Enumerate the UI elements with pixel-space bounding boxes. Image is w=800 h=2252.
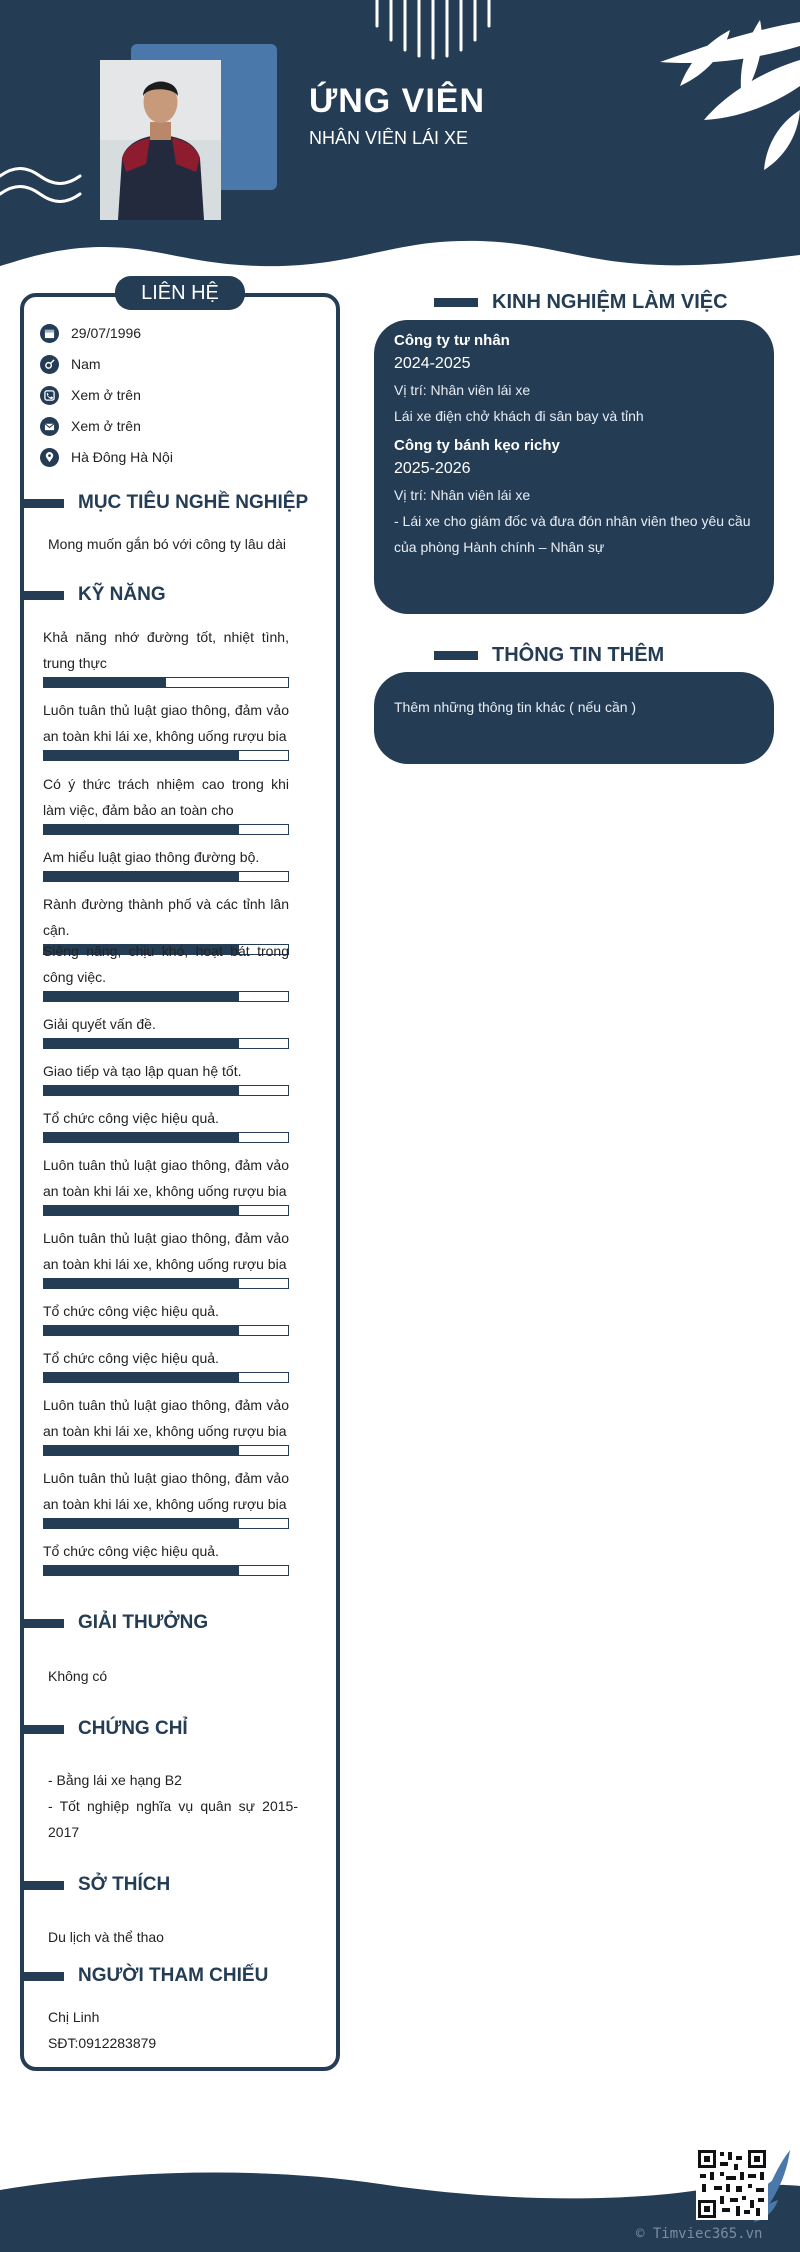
skill-level-fill bbox=[44, 751, 239, 760]
job-title: NHÂN VIÊN LÁI XE bbox=[309, 128, 469, 148]
contact-address-text: Hà Đông Hà Nội bbox=[71, 449, 173, 465]
skill-level-fill bbox=[44, 1133, 239, 1142]
experience-period: 2024-2025 bbox=[394, 355, 471, 372]
additional-text: Thêm những thông tin khác ( nếu cần ) bbox=[394, 699, 637, 715]
gender-icon bbox=[40, 355, 59, 374]
experience-company: Công ty bánh kẹo richy bbox=[394, 437, 560, 454]
skill-name: Rành đường thành phố và các tỉnh lân cận. bbox=[43, 896, 289, 938]
section-bar bbox=[434, 298, 478, 307]
qr-code bbox=[696, 2148, 768, 2220]
hobbies-heading bbox=[20, 1874, 170, 1896]
skill-level-bar bbox=[43, 1518, 289, 1529]
experience-job bbox=[394, 332, 754, 429]
skill-level-fill bbox=[44, 1206, 239, 1215]
section-bar bbox=[20, 499, 64, 508]
email-icon bbox=[40, 417, 59, 436]
avatar bbox=[100, 60, 221, 220]
skill-level-bar bbox=[43, 1325, 289, 1336]
skill-name: Tổ chức công việc hiệu quả. bbox=[43, 1303, 219, 1319]
skill-name: Giải quyết vấn đề. bbox=[43, 1016, 156, 1032]
contact-birthday-text: 29/07/1996 bbox=[71, 325, 142, 341]
contact-email bbox=[40, 414, 141, 438]
skill-level-fill bbox=[44, 1279, 239, 1288]
hobbies-text: Du lịch và thể thao bbox=[48, 1929, 164, 1945]
contact-gender bbox=[40, 352, 101, 376]
skill-item bbox=[43, 1298, 289, 1336]
certificates-title: CHỨNG CHỈ bbox=[78, 1718, 188, 1739]
skill-level-bar bbox=[43, 1565, 289, 1576]
contact-email-text[interactable]: Xem ở trên bbox=[71, 418, 141, 434]
skill-item bbox=[43, 697, 289, 761]
skills-heading bbox=[20, 584, 166, 606]
skill-name: Tổ chức công việc hiệu quả. bbox=[43, 1110, 219, 1126]
certificate-item: - Tốt nghiệp nghĩa vụ quân sự 2015-2017 bbox=[48, 1798, 298, 1840]
phone-icon bbox=[40, 386, 59, 405]
skill-name: Luôn tuân thủ luật giao thông, đảm vảo an toàn khi lái xe, không uống rượu bia bbox=[43, 1397, 289, 1439]
skill-level-fill bbox=[44, 992, 239, 1001]
candidate-name: ỨNG VIÊN bbox=[309, 82, 486, 120]
skill-level-fill bbox=[44, 1326, 239, 1335]
section-bar bbox=[20, 1972, 64, 1981]
experience-period: 2025-2026 bbox=[394, 460, 471, 477]
contact-gender-text: Nam bbox=[71, 356, 101, 372]
location-icon bbox=[40, 448, 59, 467]
experience-line: Vị trí: Nhân viên lái xe bbox=[394, 487, 531, 503]
skill-level-bar bbox=[43, 824, 289, 835]
skill-level-bar bbox=[43, 1278, 289, 1289]
skill-item bbox=[43, 1058, 289, 1096]
additional-title: THÔNG TIN THÊM bbox=[492, 644, 665, 666]
skill-name: Tổ chức công việc hiệu quả. bbox=[43, 1543, 219, 1559]
section-bar bbox=[434, 651, 478, 660]
skill-name: Giao tiếp và tạo lập quan hệ tốt. bbox=[43, 1063, 242, 1079]
skill-name: Luôn tuân thủ luật giao thông, đảm vảo an toàn khi lái xe, không uống rượu bia bbox=[43, 1157, 289, 1199]
contact-address bbox=[40, 445, 173, 469]
certificate-item: - Bằng lái xe hạng B2 bbox=[48, 1772, 182, 1788]
awards-heading bbox=[20, 1612, 208, 1634]
contact-birthday bbox=[40, 321, 141, 345]
skill-level-bar bbox=[43, 1085, 289, 1096]
skills-title: KỸ NĂNG bbox=[78, 584, 166, 605]
skill-level-fill bbox=[44, 1086, 239, 1095]
skill-level-bar bbox=[43, 677, 289, 688]
calendar-icon bbox=[40, 324, 59, 343]
references-list bbox=[48, 2004, 156, 2056]
reference-phone: SĐT:0912283879 bbox=[48, 2035, 157, 2051]
certificates-list bbox=[48, 1767, 298, 1845]
experience-line: Vị trí: Nhân viên lái xe bbox=[394, 382, 531, 398]
objective-title: MỤC TIÊU NGHỀ NGHIỆP bbox=[78, 492, 309, 513]
skill-level-fill bbox=[44, 1566, 239, 1575]
additional-heading bbox=[434, 644, 664, 667]
skill-name: Tổ chức công việc hiệu quả. bbox=[43, 1350, 219, 1366]
hobbies-title: SỞ THÍCH bbox=[78, 1874, 171, 1895]
skill-level-bar bbox=[43, 1205, 289, 1216]
awards-title: GIẢI THƯỞNG bbox=[78, 1612, 209, 1633]
contact-phone bbox=[40, 383, 141, 407]
experience-box bbox=[374, 320, 774, 614]
certificates-heading bbox=[20, 1718, 188, 1740]
skill-item bbox=[43, 938, 289, 1002]
objective-heading bbox=[20, 492, 308, 514]
skill-item bbox=[43, 1538, 289, 1576]
section-bar bbox=[20, 1725, 64, 1734]
skill-item bbox=[43, 844, 289, 882]
skill-item bbox=[43, 1152, 289, 1216]
objective-text: Mong muốn gắn bó với công ty lâu dài bbox=[48, 536, 286, 552]
skill-name: Có ý thức trách nhiệm cao trong khi làm việc, đảm bảo an toàn cho bbox=[43, 776, 289, 818]
awards-text: Không có bbox=[48, 1668, 108, 1684]
section-bar bbox=[20, 591, 64, 600]
skill-item bbox=[43, 1392, 289, 1456]
experience-title: KINH NGHIỆM LÀM VIỆC bbox=[492, 291, 728, 313]
skill-level-fill bbox=[44, 1373, 239, 1382]
skill-level-bar bbox=[43, 1132, 289, 1143]
skill-name: Khả năng nhớ đường tốt, nhiệt tình, trung thực bbox=[43, 629, 289, 671]
skill-level-bar bbox=[43, 750, 289, 761]
skill-name: Siêng năng, chịu khó, hoạt bát trong công việc. bbox=[43, 943, 289, 985]
skill-level-bar bbox=[43, 991, 289, 1002]
skill-item bbox=[43, 1345, 289, 1383]
additional-box bbox=[374, 672, 774, 764]
skill-item bbox=[43, 771, 289, 835]
experience-line: Lái xe điện chở khách đi sân bay và tỉnh bbox=[394, 408, 644, 424]
skill-level-fill bbox=[44, 1446, 239, 1455]
skill-level-fill bbox=[44, 872, 239, 881]
skill-level-fill bbox=[44, 825, 239, 834]
skill-level-bar bbox=[43, 1038, 289, 1049]
skill-level-fill bbox=[44, 1519, 239, 1528]
skill-level-bar bbox=[43, 1445, 289, 1456]
skill-item bbox=[43, 1011, 289, 1049]
skill-name: Luôn tuân thủ luật giao thông, đảm vảo an toàn khi lái xe, không uống rượu bia bbox=[43, 1470, 289, 1512]
skill-level-bar bbox=[43, 1372, 289, 1383]
experience-job bbox=[394, 437, 754, 560]
skill-name: Luôn tuân thủ luật giao thông, đảm vảo an toàn khi lái xe, không uống rượu bia bbox=[43, 702, 289, 744]
skill-name: Luôn tuân thủ luật giao thông, đảm vảo an toàn khi lái xe, không uống rượu bia bbox=[43, 1230, 289, 1272]
reference-name: Chị Linh bbox=[48, 2009, 100, 2025]
section-bar bbox=[20, 1881, 64, 1890]
contact-section-title: LIÊN HỆ bbox=[115, 276, 245, 310]
skill-level-fill bbox=[44, 1039, 239, 1048]
skill-level-bar bbox=[43, 871, 289, 882]
skill-item bbox=[43, 624, 289, 688]
skill-item bbox=[43, 1465, 289, 1529]
references-title: NGƯỜI THAM CHIẾU bbox=[78, 1965, 269, 1986]
skill-item bbox=[43, 1105, 289, 1143]
experience-company: Công ty tư nhân bbox=[394, 332, 510, 349]
contact-phone-text[interactable]: Xem ở trên bbox=[71, 387, 141, 403]
experience-line: - Lái xe cho giám đốc và đưa đón nhân viên theo yêu cầu của phòng Hành chính – Nhân sự bbox=[394, 513, 751, 555]
experience-heading bbox=[434, 291, 728, 314]
references-heading bbox=[20, 1965, 268, 1987]
skill-level-fill bbox=[44, 678, 166, 687]
skill-item bbox=[43, 1225, 289, 1289]
header-banner bbox=[0, 0, 800, 275]
watermark: © Timviec365.vn bbox=[636, 2226, 763, 2242]
skill-name: Am hiểu luật giao thông đường bộ. bbox=[43, 849, 260, 865]
section-bar bbox=[20, 1619, 64, 1628]
